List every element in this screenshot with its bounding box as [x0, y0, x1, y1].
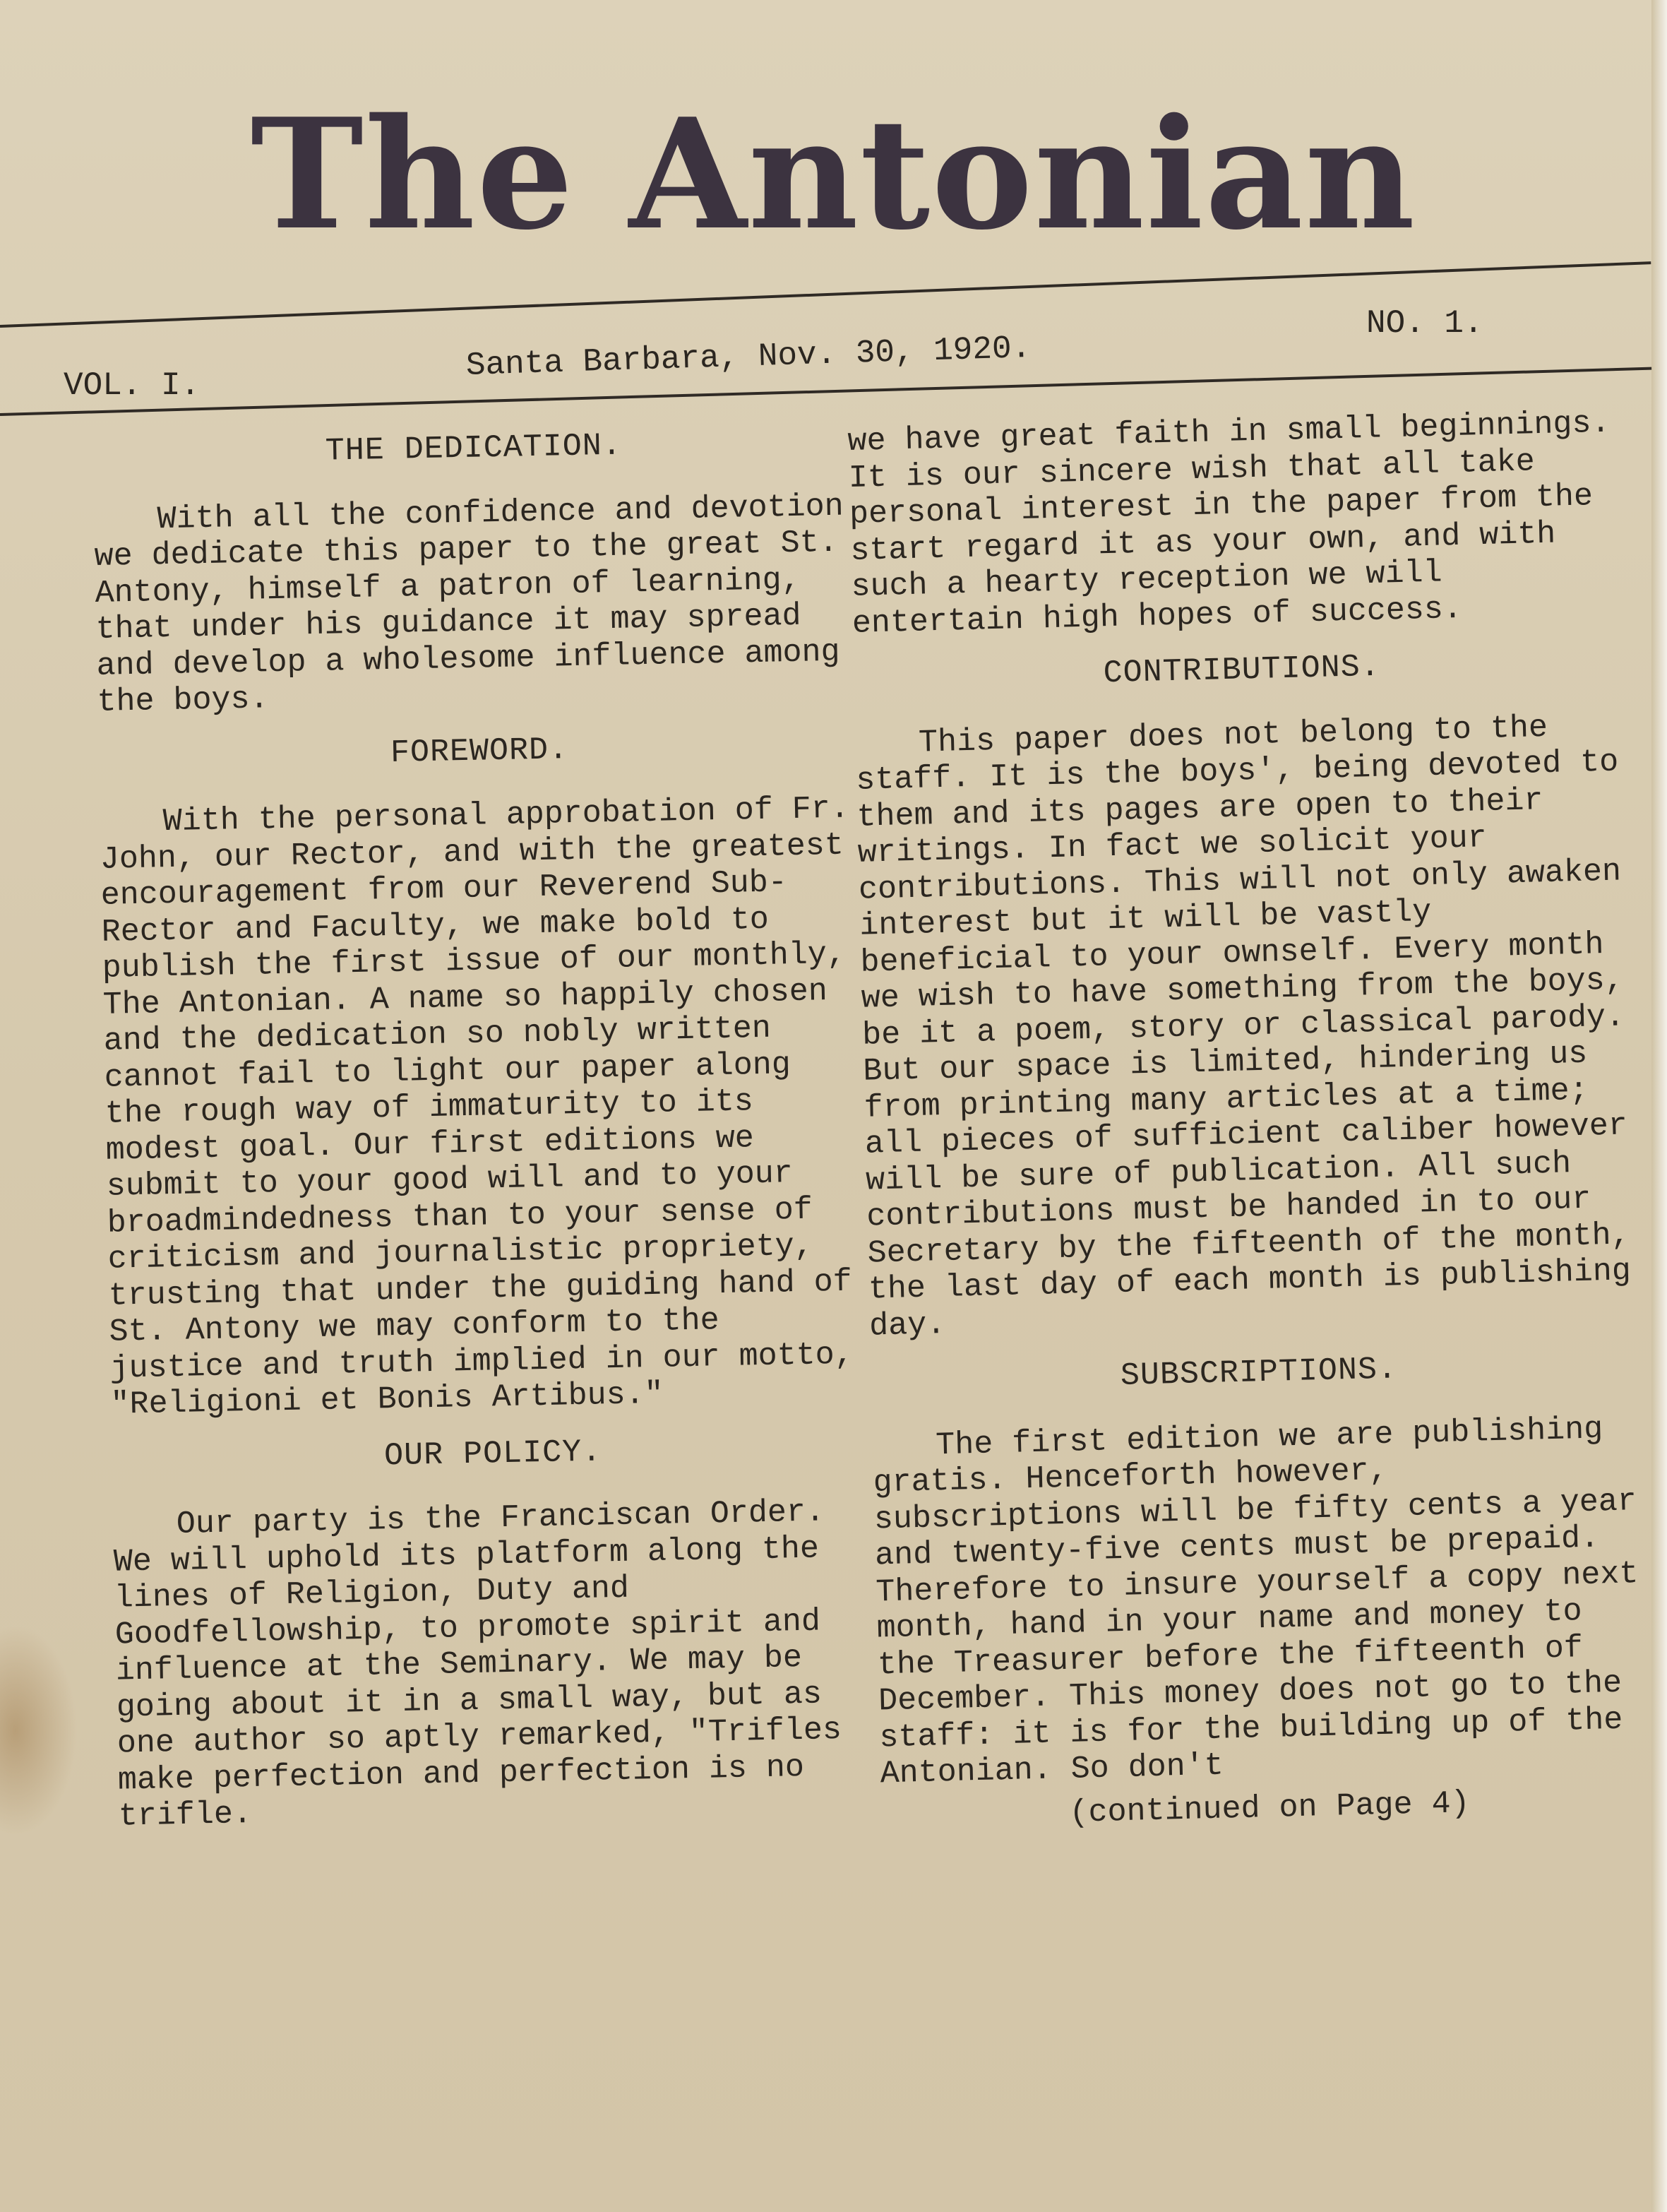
volume-label: VOL. I. — [64, 367, 201, 404]
policy-text: Our party is the Franciscan Order. We will uphold its platform along the lines of Religion, Duty and Goodfellowship, to promote spirit and influence at the Seminary. We may be going about it in a small way, but as one author so aptly remarked, "Trifles make perfection and perfection is no trifle. — [113, 1494, 842, 1835]
contributions-text: This paper does not belong to the staff. It is the boys', being devoted to them and its pages are open to their writings. In fact we solicit your contributions. This will not only awaken interest but it will be vastly beneficial to your ownself. Every month we wish to have something from the boys, be it a poem, story or classical parody. But our space is limited, hindering us from printing many articles at a time; all pieces of sufficient caliber however will be sure of publication. All such contributions must be handed in to our Secretary by the fifteenth of the month, the last day of each month is publishing day. — [855, 709, 1632, 1345]
policy-continued-text: we have great faith in small beginnings. It is our sincere wish that all take personal interest in the paper from the start regard it as your own, and with such a hearty reception we will entertain high hopes of success. — [847, 405, 1611, 642]
left-column — [92, 409, 881, 1842]
issue-number: NO. 1. — [1366, 305, 1483, 342]
dedication-text: With all the confidence and devotion we dedicate this paper to the great St. Antony, himself a patron of learning, that under his guidance it may spread and develop a wholesome influence among the boys. — [94, 488, 844, 720]
masthead-title: The Antonian — [250, 85, 1417, 263]
subscriptions-text: The first edition we are publishing gratis. Henceforth however, subscriptions will be fifty cents a year and twenty-five cents must be prepaid. Therefore to insure yourself a copy next month, hand in your name and money to the Treasurer before the fifteenth of December. This money does not go to the staff: it is for the building up of the Antonian. So don't — [873, 1410, 1639, 1792]
policy-heading: OUR POLICY. — [383, 1433, 602, 1474]
contributions-heading: CONTRIBUTIONS. — [1103, 648, 1381, 692]
subscriptions-heading: SUBSCRIPTIONS. — [1120, 1351, 1398, 1394]
place-date: Santa Barbara, Nov. 30, 1920. — [465, 329, 1032, 384]
foreword-heading: FOREWORD. — [390, 731, 569, 771]
paper-edge — [1651, 0, 1667, 2212]
foreword-text: With the personal approbation of Fr. John, our Rector, and with the greatest encouragement from our Reverend Sub-Rector and Faculty, we make bold to publish the first issue of our monthly, The Antonian. A name so happily chosen and the dedication so nobly written cannot fail to light our paper along the rough way of immaturity to its modest goal. Our first editions we submit to your good will and to your broadmindedness than to your sense of criticism and journalistic propriety, trusting that under the guiding hand of St. Antony we may conform to the justice and truth implied in our motto, "Religioni et Bonis Artibus." — [100, 790, 854, 1423]
paper-stain — [0, 1624, 78, 1836]
right-column — [847, 405, 1659, 1836]
dateline-rule — [0, 367, 1651, 416]
dedication-heading: THE DEDICATION. — [325, 427, 623, 470]
continued-note: (continued on Page 4) — [1068, 1785, 1471, 1831]
